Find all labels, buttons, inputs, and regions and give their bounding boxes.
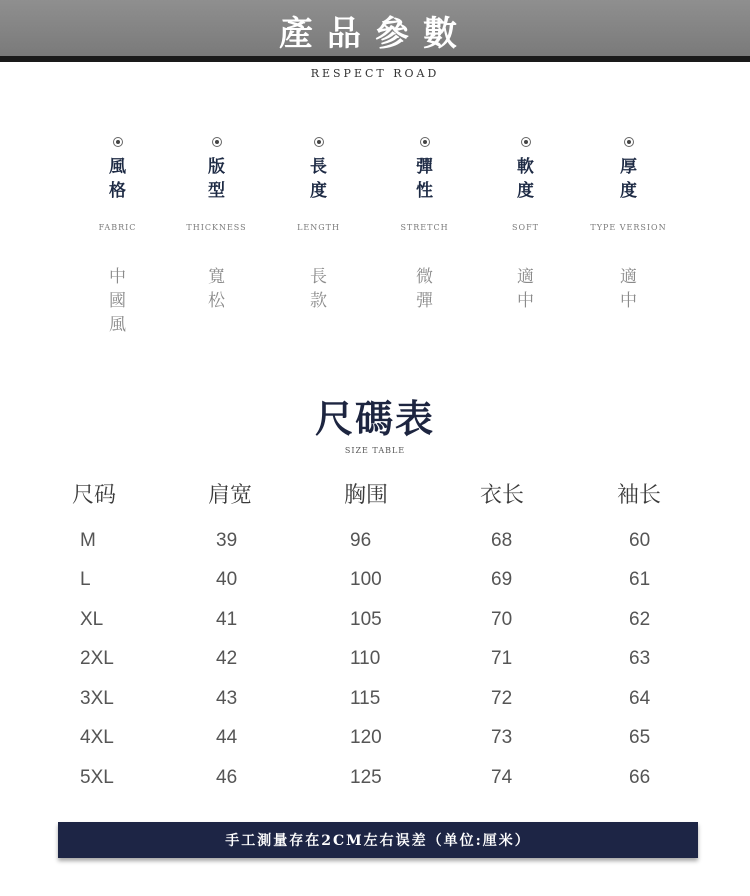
table-cell: 39 [216, 530, 238, 551]
page-title: 產品參數 [279, 14, 471, 54]
param-thickness [577, 137, 680, 311]
table-cell: 71 [491, 648, 513, 669]
param-value: 微彈 [416, 267, 433, 311]
table-cell: 63 [629, 648, 651, 669]
footer-note-bar [58, 822, 698, 858]
param-value: 適中 [620, 267, 637, 311]
table-cell: 70 [491, 609, 513, 630]
param-softness [474, 137, 577, 311]
table-row [0, 767, 750, 806]
param-value: 長款 [310, 267, 327, 311]
table-cell: 125 [350, 767, 382, 788]
target-icon [624, 137, 634, 147]
table-cell: 60 [629, 530, 651, 551]
header-chest: 胸围 [344, 483, 389, 508]
param-style [66, 137, 169, 335]
target-icon [521, 137, 531, 147]
table-cell: 3XL [80, 688, 114, 709]
param-en-label: FABRIC [98, 223, 137, 232]
target-icon [113, 137, 123, 147]
table-cell: 105 [350, 609, 382, 630]
table-cell: 73 [491, 727, 513, 748]
table-cell: M [80, 530, 96, 551]
table-cell: 100 [350, 569, 382, 590]
table-cell: 110 [350, 648, 381, 669]
table-cell: L [80, 569, 91, 590]
table-cell: 4XL [80, 727, 114, 748]
header-size: 尺码 [72, 483, 117, 508]
size-table-subtitle: SIZE TABLE [344, 446, 406, 455]
param-value: 中國風 [109, 267, 126, 335]
table-row [0, 609, 750, 648]
footer-note: 手工測量存在2CM左右误差（单位:厘米） [225, 833, 531, 849]
param-name: 彈性 [416, 157, 433, 201]
param-en-label: TYPE VERSION [590, 223, 667, 232]
table-cell: XL [80, 609, 104, 630]
product-params [66, 137, 684, 347]
table-cell: 41 [216, 609, 238, 630]
param-value: 適中 [517, 267, 534, 311]
table-row [0, 530, 750, 569]
table-cell: 96 [350, 530, 372, 551]
header-shoulder: 肩宽 [208, 483, 253, 508]
param-name: 軟度 [517, 157, 534, 201]
page-subtitle: RESPECT ROAD [310, 67, 440, 80]
param-value: 寬松 [208, 267, 225, 311]
table-cell: 72 [491, 688, 513, 709]
header-sleeve: 袖长 [617, 483, 662, 508]
param-en-label: SOFT [512, 223, 539, 232]
table-row [0, 569, 750, 608]
table-cell: 44 [216, 727, 238, 748]
table-row [0, 688, 750, 727]
param-en-label: THICKNESS [186, 223, 247, 232]
table-cell: 2XL [80, 648, 114, 669]
param-en-label: LENGTH [297, 223, 340, 232]
table-cell: 74 [491, 767, 513, 788]
table-cell: 68 [491, 530, 513, 551]
target-icon [212, 137, 222, 147]
param-name: 長度 [310, 157, 327, 201]
table-row [0, 648, 750, 687]
table-cell: 61 [629, 569, 651, 590]
target-icon [314, 137, 324, 147]
header-length: 衣长 [480, 483, 525, 508]
table-cell: 62 [629, 609, 651, 630]
table-cell: 66 [629, 767, 651, 788]
table-cell: 65 [629, 727, 651, 748]
table-cell: 43 [216, 688, 238, 709]
table-row [0, 727, 750, 766]
table-cell: 46 [216, 767, 238, 788]
table-cell: 42 [216, 648, 238, 669]
param-length [267, 137, 370, 311]
param-stretch [373, 137, 476, 311]
header-divider [0, 56, 750, 62]
table-cell: 69 [491, 569, 513, 590]
table-cell: 64 [629, 688, 651, 709]
size-table-title: 尺碼表 [314, 396, 435, 441]
table-cell: 5XL [80, 767, 114, 788]
table-cell: 120 [350, 727, 382, 748]
param-name: 厚度 [620, 157, 637, 201]
table-cell: 115 [350, 688, 381, 709]
table-cell: 40 [216, 569, 238, 590]
param-name: 版型 [208, 157, 225, 201]
param-name: 風格 [109, 157, 126, 201]
param-fit [165, 137, 268, 311]
target-icon [420, 137, 430, 147]
param-en-label: STRETCH [400, 223, 449, 232]
